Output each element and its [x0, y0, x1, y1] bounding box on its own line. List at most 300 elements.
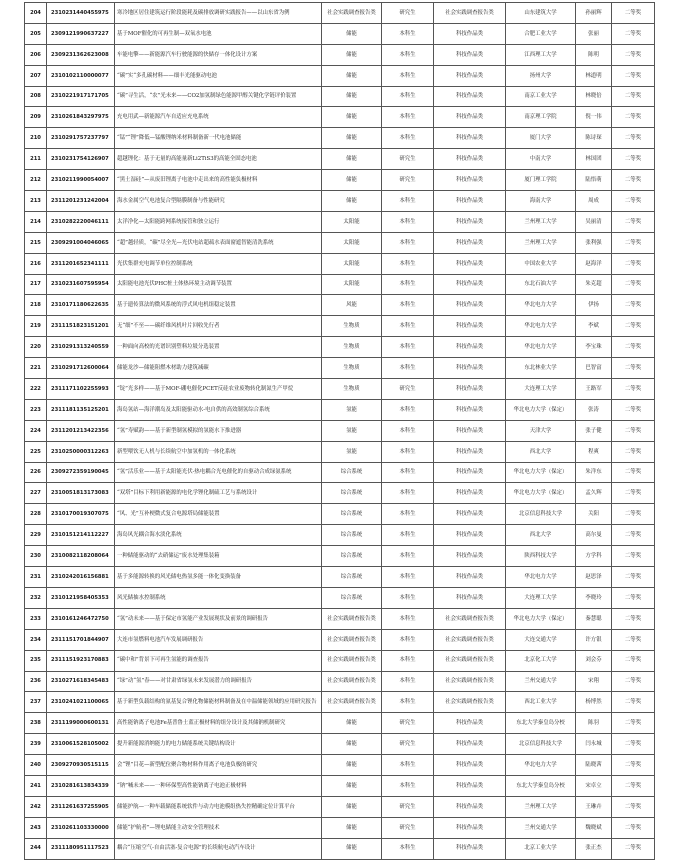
school-cell: 扬州大学	[506, 65, 576, 86]
advisor-cell: 宋卓立	[576, 775, 612, 796]
school-cell: 北京化工大学	[506, 650, 576, 671]
table-row	[25, 149, 655, 170]
project-id-cell: 2310282220046111	[47, 211, 115, 232]
category-cell: 储能	[322, 713, 382, 734]
award-cell: 二等奖	[612, 191, 655, 212]
project-id-cell: 2311201213422356	[47, 420, 115, 441]
advisor-cell: 陈诗琛	[576, 128, 612, 149]
category-cell: 储能	[322, 817, 382, 838]
table-row	[25, 420, 655, 441]
advisor-cell: 程爽	[576, 441, 612, 462]
project-id-cell: 2311181135125201	[47, 399, 115, 420]
table-row	[25, 734, 655, 755]
table-row	[25, 86, 655, 107]
award-cell: 二等奖	[612, 65, 655, 86]
student-level-cell: 本科生	[382, 107, 434, 128]
serial-number-cell: 235	[25, 650, 47, 671]
award-cell: 二等奖	[612, 671, 655, 692]
table-row	[25, 358, 655, 379]
project-id-cell: 2309121990637227	[47, 23, 115, 44]
school-cell: 东北石油大学	[506, 274, 576, 295]
student-level-cell: 本科生	[382, 316, 434, 337]
serial-number-cell: 244	[25, 838, 47, 859]
serial-number-cell: 208	[25, 86, 47, 107]
advisor-cell: 李宝珠	[576, 337, 612, 358]
category-cell: 生物质	[322, 337, 382, 358]
table-row	[25, 587, 655, 608]
student-level-cell: 本科生	[382, 525, 434, 546]
advisor-cell: 林道明	[576, 65, 612, 86]
student-level-cell: 本科生	[382, 23, 434, 44]
category-cell: 氢能	[322, 420, 382, 441]
school-cell: 北京信息科技大学	[506, 734, 576, 755]
project-title-cell: 高性能钠离子电池Fe基普鲁士蓝正极材料的组分设计及其储钠机制研究	[115, 713, 322, 734]
award-cell: 二等奖	[612, 107, 655, 128]
table-row	[25, 399, 655, 420]
project-id-cell: 2310281613834339	[47, 775, 115, 796]
advisor-cell: 闫永城	[576, 734, 612, 755]
award-cell: 二等奖	[612, 23, 655, 44]
project-title-cell: “碳”实“多孔碳材料——细丰光能驱动电池	[115, 65, 322, 86]
table-row	[25, 838, 655, 859]
project-title-cell: “双塔”目标下利用新能源的电化学锂化制硫工艺与系统设计	[115, 483, 322, 504]
table-row	[25, 441, 655, 462]
category-cell: 储能	[322, 170, 382, 191]
award-cell: 二等奖	[612, 86, 655, 107]
work-type-cell: 科技作品类	[434, 838, 506, 859]
school-cell: 北京信息科技大学	[506, 504, 576, 525]
advisor-cell: 李晓玲	[576, 587, 612, 608]
student-level-cell: 本科生	[382, 838, 434, 859]
table-row	[25, 608, 655, 629]
category-cell: 氢能	[322, 399, 382, 420]
school-cell: 华北电力大学	[506, 755, 576, 776]
category-cell: 生物质	[322, 358, 382, 379]
work-type-cell: 社会实践调查报告类	[434, 692, 506, 713]
project-title-cell: 基于多能源转换的风光储电热氢多能一体化变换装备	[115, 567, 322, 588]
project-title-cell: 基于遗传算法的微风系统的浮式风电机组稳定装置	[115, 295, 322, 316]
student-level-cell: 本科生	[382, 86, 434, 107]
award-cell: 二等奖	[612, 838, 655, 859]
project-id-cell: 2310102110000077	[47, 65, 115, 86]
project-title-cell: “钠”喊未来——一种环保型高性能钠离子电池正极材料	[115, 775, 322, 796]
school-cell: 南京理工学院	[506, 107, 576, 128]
table-row	[25, 775, 655, 796]
table-row	[25, 128, 655, 149]
category-cell: 社会实践调查报告类	[322, 692, 382, 713]
student-level-cell: 本科生	[382, 274, 434, 295]
school-cell: 华北电力大学（保定）	[506, 399, 576, 420]
school-cell: 兰州理工大学	[506, 211, 576, 232]
project-id-cell: 2310242016156881	[47, 567, 115, 588]
advisor-cell: 伊扬	[576, 295, 612, 316]
project-title-cell: 新型喂饮无人机与长续航空中加氢机的一体化系统	[115, 441, 322, 462]
project-title-cell: “锰”“锂”降低—锰酸锂纳米材料制备新一代电池储能	[115, 128, 322, 149]
table-row	[25, 170, 655, 191]
advisor-cell: 朱洋东	[576, 462, 612, 483]
project-id-cell: 2310291313240559	[47, 337, 115, 358]
serial-number-cell: 241	[25, 775, 47, 796]
award-cell: 二等奖	[612, 149, 655, 170]
table-row	[25, 316, 655, 337]
award-cell: 二等奖	[612, 170, 655, 191]
project-id-cell: 2309231362623008	[47, 44, 115, 65]
work-type-cell: 科技作品类	[434, 462, 506, 483]
table-row	[25, 253, 655, 274]
category-cell: 储能	[322, 23, 382, 44]
project-title-cell: 车能电擎——新能源汽车行驶能源的快储存一体化设计方案	[115, 44, 322, 65]
table-row	[25, 796, 655, 817]
award-cell: 二等奖	[612, 44, 655, 65]
student-level-cell: 本科生	[382, 608, 434, 629]
category-cell: 太阳能	[322, 232, 382, 253]
student-level-cell: 本科生	[382, 462, 434, 483]
serial-number-cell: 239	[25, 734, 47, 755]
serial-number-cell: 237	[25, 692, 47, 713]
project-title-cell: “风、光”互补梗微式复合电源塔局储能装置	[115, 504, 322, 525]
school-cell: 合肥工业大学	[506, 23, 576, 44]
table-row	[25, 65, 655, 86]
awards-table	[24, 2, 655, 860]
student-level-cell: 本科生	[382, 337, 434, 358]
project-id-cell: 2310221917171705	[47, 86, 115, 107]
work-type-cell: 社会实践调查报告类	[434, 608, 506, 629]
project-id-cell: 2311261637255905	[47, 796, 115, 817]
project-id-cell: 2309291004046065	[47, 232, 115, 253]
serial-number-cell: 232	[25, 587, 47, 608]
serial-number-cell: 225	[25, 441, 47, 462]
work-type-cell: 社会实践调查报告类	[434, 3, 506, 24]
table-row	[25, 629, 655, 650]
work-type-cell: 科技作品类	[434, 170, 506, 191]
category-cell: 储能	[322, 775, 382, 796]
advisor-cell: 陈羽	[576, 713, 612, 734]
project-title-cell: “绿”动“氢”春——对甘肃省绿氢未来发展潜力的调研报告	[115, 671, 322, 692]
table-row	[25, 483, 655, 504]
project-title-cell: 一种储能驱动的“去硝储运”废水处理集装箱	[115, 546, 322, 567]
award-cell: 二等奖	[612, 128, 655, 149]
project-id-cell: 2310231440455975	[47, 3, 115, 24]
advisor-cell: 方学科	[576, 546, 612, 567]
award-cell: 二等奖	[612, 211, 655, 232]
advisor-cell: 赵海洋	[576, 253, 612, 274]
category-cell: 生物质	[322, 316, 382, 337]
award-cell: 二等奖	[612, 546, 655, 567]
project-id-cell: 2310170019307075	[47, 504, 115, 525]
student-level-cell: 本科生	[382, 399, 434, 420]
serial-number-cell: 238	[25, 713, 47, 734]
work-type-cell: 科技作品类	[434, 399, 506, 420]
project-title-cell: 海岛风光耦合海水淡化系统	[115, 525, 322, 546]
serial-number-cell: 213	[25, 191, 47, 212]
project-id-cell: 2309270930515115	[47, 755, 115, 776]
project-title-cell: “碳”寻生活，“农”光未来——CO2加氢制绿色能源甲醇关键化学链评价装置	[115, 86, 322, 107]
project-title-cell: 会“锂”目花—新型配位聚合物材料作用离子电池负极的研究	[115, 755, 322, 776]
project-id-cell: 2310051813173083	[47, 483, 115, 504]
award-cell: 二等奖	[612, 734, 655, 755]
school-cell: 江西理工大学	[506, 44, 576, 65]
category-cell: 储能	[322, 107, 382, 128]
work-type-cell: 科技作品类	[434, 817, 506, 838]
school-cell: 华北电力大学（保定）	[506, 462, 576, 483]
serial-number-cell: 210	[25, 128, 47, 149]
school-cell: 华北电力大学（保定）	[506, 608, 576, 629]
student-level-cell: 本科生	[382, 650, 434, 671]
category-cell: 综合系统	[322, 483, 382, 504]
category-cell: 储能	[322, 86, 382, 107]
serial-number-cell: 215	[25, 232, 47, 253]
award-cell: 二等奖	[612, 337, 655, 358]
project-title-cell: 海水金属空气电池复合型隔膜制备与性能研究	[115, 191, 322, 212]
project-id-cell: 2311201231242004	[47, 191, 115, 212]
student-level-cell: 本科生	[382, 44, 434, 65]
category-cell: 太阳能	[322, 274, 382, 295]
serial-number-cell: 204	[25, 3, 47, 24]
serial-number-cell: 227	[25, 483, 47, 504]
project-title-cell: 海岛氢站—海洋潮岛及太阳能驱动水-电自供的高效制氢综合系统	[115, 399, 322, 420]
advisor-cell: 周成	[576, 191, 612, 212]
school-cell: 中南大学	[506, 149, 576, 170]
award-cell: 二等奖	[612, 253, 655, 274]
table-row	[25, 567, 655, 588]
category-cell: 风能	[322, 295, 382, 316]
work-type-cell: 科技作品类	[434, 483, 506, 504]
work-type-cell: 科技作品类	[434, 211, 506, 232]
work-type-cell: 科技作品类	[434, 796, 506, 817]
table-row	[25, 3, 655, 24]
award-cell: 二等奖	[612, 796, 655, 817]
award-cell: 二等奖	[612, 567, 655, 588]
student-level-cell: 本科生	[382, 483, 434, 504]
project-id-cell: 2311151701844907	[47, 629, 115, 650]
project-title-cell: 耦合“压缩空气-自由活塞-复合电源”的长续航电动汽车设计	[115, 838, 322, 859]
serial-number-cell: 214	[25, 211, 47, 232]
advisor-cell: 陆晓茜	[576, 755, 612, 776]
serial-number-cell: 209	[25, 107, 47, 128]
table-row	[25, 274, 655, 295]
work-type-cell: 科技作品类	[434, 420, 506, 441]
advisor-cell: 张涛	[576, 399, 612, 420]
serial-number-cell: 236	[25, 671, 47, 692]
award-cell: 二等奖	[612, 399, 655, 420]
category-cell: 储能	[322, 838, 382, 859]
category-cell: 社会实践调查报告类	[322, 671, 382, 692]
table-row	[25, 671, 655, 692]
student-level-cell: 本科生	[382, 504, 434, 525]
student-level-cell: 本科生	[382, 232, 434, 253]
student-level-cell: 研究生	[382, 817, 434, 838]
advisor-cell: 杨博然	[576, 692, 612, 713]
student-level-cell: 本科生	[382, 775, 434, 796]
project-title-cell: 基于新型负载结构的氨基复合锂化物储能材料制备及在中温储能领域的应用研究报告	[115, 692, 322, 713]
award-cell: 二等奖	[612, 274, 655, 295]
project-title-cell: 提升新能源消纳能力的电力储能系统关键结构设计	[115, 734, 322, 755]
serial-number-cell: 219	[25, 316, 47, 337]
school-cell: 兰州理工大学	[506, 796, 576, 817]
serial-number-cell: 218	[25, 295, 47, 316]
category-cell: 储能	[322, 149, 382, 170]
school-cell: 兰州交通大学	[506, 817, 576, 838]
school-cell: 大连理工大学	[506, 587, 576, 608]
serial-number-cell: 228	[25, 504, 47, 525]
student-level-cell: 研究生	[382, 734, 434, 755]
advisor-cell: 巴智富	[576, 358, 612, 379]
table-row	[25, 211, 655, 232]
school-cell: 南京工业大学	[506, 86, 576, 107]
award-cell: 二等奖	[612, 462, 655, 483]
school-cell: 大连交通大学	[506, 629, 576, 650]
serial-number-cell: 230	[25, 546, 47, 567]
work-type-cell: 科技作品类	[434, 546, 506, 567]
serial-number-cell: 223	[25, 399, 47, 420]
project-title-cell: 太阳能电池光伏PHC桩土体热环境主动调节装置	[115, 274, 322, 295]
category-cell: 储能	[322, 44, 382, 65]
serial-number-cell: 220	[25, 337, 47, 358]
project-title-cell: “氢”活乐业——基于太阳能光伏-热电耦合光电催化的自驱动合成绿氨系统	[115, 462, 322, 483]
serial-number-cell: 231	[25, 567, 47, 588]
project-id-cell: 2310261103330000	[47, 817, 115, 838]
project-title-cell: 基于MOF催化的可再生制—双氧水电池	[115, 23, 322, 44]
award-cell: 二等奖	[612, 587, 655, 608]
award-cell: 二等奖	[612, 713, 655, 734]
category-cell: 储能	[322, 734, 382, 755]
advisor-cell: 张利强	[576, 232, 612, 253]
school-cell: 兰州交通大学	[506, 671, 576, 692]
award-cell: 二等奖	[612, 3, 655, 24]
project-id-cell: 2310291712600064	[47, 358, 115, 379]
table-row	[25, 232, 655, 253]
award-cell: 二等奖	[612, 379, 655, 400]
project-id-cell: 2310121958405353	[47, 587, 115, 608]
school-cell: 中国农业大学	[506, 253, 576, 274]
student-level-cell: 本科生	[382, 128, 434, 149]
work-type-cell: 科技作品类	[434, 86, 506, 107]
serial-number-cell: 222	[25, 379, 47, 400]
category-cell: 综合系统	[322, 567, 382, 588]
work-type-cell: 科技作品类	[434, 379, 506, 400]
awards-table-page	[24, 2, 654, 860]
work-type-cell: 科技作品类	[434, 316, 506, 337]
award-cell: 二等奖	[612, 441, 655, 462]
advisor-cell: 林国团	[576, 149, 612, 170]
project-title-cell: 光伏集群充电调节单位控制系统	[115, 253, 322, 274]
category-cell: 综合系统	[322, 546, 382, 567]
project-title-cell: 太洋净化—太阳能跨网系统接管和独立运行	[115, 211, 322, 232]
award-cell: 二等奖	[612, 295, 655, 316]
advisor-cell: 朱克超	[576, 274, 612, 295]
student-level-cell: 本科生	[382, 692, 434, 713]
category-cell: 储能	[322, 191, 382, 212]
table-row	[25, 525, 655, 546]
table-row	[25, 295, 655, 316]
advisor-cell: 孙丽辉	[576, 3, 612, 24]
student-level-cell: 本科生	[382, 420, 434, 441]
work-type-cell: 科技作品类	[434, 713, 506, 734]
work-type-cell: 社会实践调查报告类	[434, 650, 506, 671]
project-title-cell: “氢”动未来——基于保定市氢能产业发展现状及前景的调研报告	[115, 608, 322, 629]
project-id-cell: 2310241021100065	[47, 692, 115, 713]
award-cell: 二等奖	[612, 692, 655, 713]
work-type-cell: 科技作品类	[434, 232, 506, 253]
category-cell: 太阳能	[322, 211, 382, 232]
student-level-cell: 本科生	[382, 295, 434, 316]
project-id-cell: 2310291757237797	[47, 128, 115, 149]
project-id-cell: 2311180951117523	[47, 838, 115, 859]
award-cell: 二等奖	[612, 358, 655, 379]
school-cell: 华北电力大学	[506, 337, 576, 358]
work-type-cell: 科技作品类	[434, 441, 506, 462]
award-cell: 二等奖	[612, 755, 655, 776]
student-level-cell: 本科生	[382, 358, 434, 379]
school-cell: 海南大学	[506, 191, 576, 212]
school-cell: 华北电力大学	[506, 567, 576, 588]
serial-number-cell: 212	[25, 170, 47, 191]
advisor-cell: 张丽	[576, 23, 612, 44]
project-id-cell: 2310231754126907	[47, 149, 115, 170]
project-id-cell: 2310231607595954	[47, 274, 115, 295]
school-cell: 华北电力大学（保定）	[506, 483, 576, 504]
project-id-cell: 2311171102255993	[47, 379, 115, 400]
award-cell: 二等奖	[612, 650, 655, 671]
awards-table-body	[25, 3, 655, 860]
school-cell: 东北大学秦皇岛分校	[506, 713, 576, 734]
serial-number-cell: 221	[25, 358, 47, 379]
project-title-cell: 一种面向高校的光谱识别塑料垃圾分选装置	[115, 337, 322, 358]
work-type-cell: 科技作品类	[434, 274, 506, 295]
project-title-cell: 寒冷地区居住建筑运行阶段能耗及碳排放调研实践报告——以山东省为例	[115, 3, 322, 24]
table-row	[25, 504, 655, 525]
school-cell: 厦门理工学院	[506, 170, 576, 191]
school-cell: 华北电力大学	[506, 295, 576, 316]
student-level-cell: 研究生	[382, 713, 434, 734]
advisor-cell: 张子健	[576, 420, 612, 441]
table-row	[25, 650, 655, 671]
table-row	[25, 44, 655, 65]
project-title-cell: 大连市氢燃料电池汽车发展调研报告	[115, 629, 322, 650]
work-type-cell: 科技作品类	[434, 253, 506, 274]
work-type-cell: 科技作品类	[434, 295, 506, 316]
work-type-cell: 科技作品类	[434, 755, 506, 776]
advisor-cell: 秦慧聪	[576, 608, 612, 629]
category-cell: 储能	[322, 755, 382, 776]
serial-number-cell: 233	[25, 608, 47, 629]
table-row	[25, 337, 655, 358]
student-level-cell: 研究生	[382, 3, 434, 24]
award-cell: 二等奖	[612, 629, 655, 650]
student-level-cell: 本科生	[382, 671, 434, 692]
advisor-cell: 赵思泽	[576, 567, 612, 588]
category-cell: 综合系统	[322, 462, 382, 483]
advisor-cell: 关阳	[576, 504, 612, 525]
project-id-cell: 2311199000600131	[47, 713, 115, 734]
student-level-cell: 本科生	[382, 629, 434, 650]
advisor-cell: 高尔曼	[576, 525, 612, 546]
school-cell: 大连理工大学	[506, 379, 576, 400]
project-id-cell: 2311201652341111	[47, 253, 115, 274]
school-cell: 东北大学秦皇岛分校	[506, 775, 576, 796]
project-title-cell: 风光储抽水控制系统	[115, 587, 322, 608]
table-row	[25, 713, 655, 734]
advisor-cell: 孟久辉	[576, 483, 612, 504]
work-type-cell: 社会实践调查报告类	[434, 671, 506, 692]
award-cell: 二等奖	[612, 232, 655, 253]
advisor-cell: 张正杰	[576, 838, 612, 859]
student-level-cell: 本科生	[382, 65, 434, 86]
student-level-cell: 本科生	[382, 587, 434, 608]
school-cell: 陕西科技大学	[506, 546, 576, 567]
serial-number-cell: 217	[25, 274, 47, 295]
project-title-cell: “超”越轻质，“碳”尽全光—光伏电站超疏水表面窗遮智能清洗系统	[115, 232, 322, 253]
